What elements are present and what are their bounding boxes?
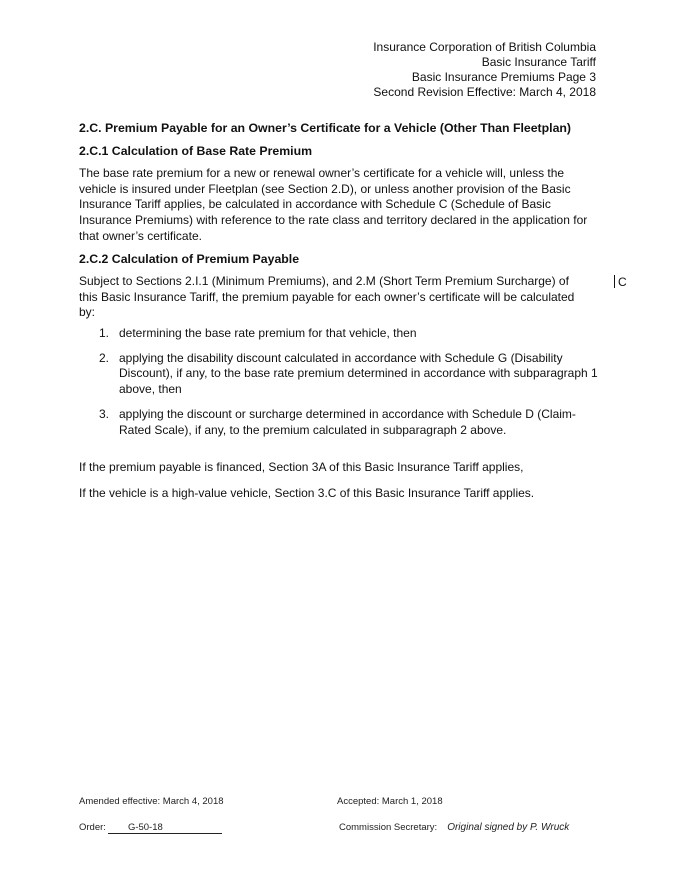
list-item-number: 3.	[99, 406, 110, 421]
subsection-2-body: Subject to Sections 2.I.1 (Minimum Premiums), and 2.M (Short Term Premium Surcharge) of this Basic Insurance Tariff, the premium payable for each owner’s certificate will be calculated by:	[79, 274, 575, 320]
accepted-date: Accepted: March 1, 2018	[337, 796, 443, 807]
commission-secretary	[339, 822, 569, 833]
order-label: Order:	[79, 822, 106, 833]
subsection-1-body: The base rate premium for a new or renewal owner’s certificate for a vehicle will, unless the vehicle is insured under Fleetplan (see Section 2.D), or unless another provision of the Basic Insurance Tariff applies, be calculated in accordance with Schedule C (Schedule of Basic Insurance Premiums) with reference to the rate class and territory declared in the application for that owner’s certificate.	[79, 166, 588, 243]
subsection-1-title: 2.C.1 Calculation of Base Rate Premium	[79, 144, 313, 158]
financing-note: If the premium payable is financed, Section 3A of this Basic Insurance Tariff applies,	[79, 460, 524, 474]
change-bar	[614, 275, 615, 288]
header-organization: Insurance Corporation of British Columbia	[373, 40, 596, 54]
change-marker	[614, 275, 627, 289]
document-header	[373, 40, 596, 100]
header-tariff: Basic Insurance Tariff	[481, 55, 596, 69]
order-field	[79, 822, 222, 834]
header-page: Basic Insurance Premiums Page 3	[411, 70, 596, 84]
change-marker-label: C	[618, 275, 627, 289]
calculation-steps-list	[99, 326, 599, 447]
list-item	[99, 326, 599, 342]
section-title: 2.C. Premium Payable for an Owner’s Certificate for a Vehicle (Other Than Fleetplan)	[79, 121, 572, 135]
list-item-text: determining the base rate premium for that vehicle, then	[119, 326, 417, 340]
secretary-label: Commission Secretary:	[339, 822, 438, 833]
high-value-note: If the vehicle is a high-value vehicle, Section 3.C of this Basic Insurance Tariff applies.	[79, 486, 535, 500]
subsection-2-title: 2.C.2 Calculation of Premium Payable	[79, 252, 300, 266]
signature-text: Original signed by P. Wruck	[447, 822, 570, 833]
list-item	[99, 407, 599, 438]
list-item-text: applying the discount or surcharge determined in accordance with Schedule D (Claim-Rated Scale), if any, to the premium calculated in subparagraph 2 above.	[119, 406, 576, 437]
amended-effective: Amended effective: March 4, 2018	[79, 796, 224, 807]
list-item-number: 1.	[99, 326, 110, 340]
order-value: G-50-18	[108, 822, 222, 834]
list-item-number: 2.	[99, 350, 110, 365]
header-revision: Second Revision Effective: March 4, 2018	[373, 85, 596, 99]
list-item	[99, 351, 599, 398]
list-item-text: applying the disability discount calculated in accordance with Schedule G (Disability Discount), if any, to the base rate premium determined in accordance with subparagraph 1 above, then	[119, 350, 598, 397]
